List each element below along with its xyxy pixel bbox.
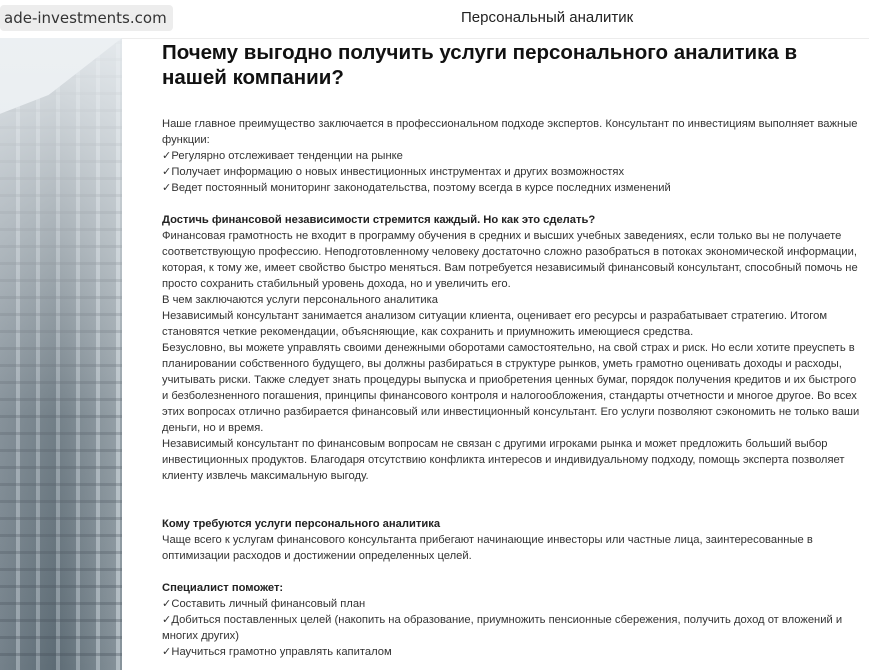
section-heading-specialist-helps: Специалист поможет: [162, 582, 284, 594]
fog-overlay [0, 38, 122, 670]
help-item: ✓Научиться грамотно управлять капиталом [162, 646, 392, 658]
browser-top-bar [0, 0, 869, 39]
paragraph-literacy: Финансовая грамотность не входит в программу обучения в средних и высших учебных заведениях, если только вы не получаете соответствующую профессию. Неподготовленному человеку достаточно сложно разобраться в потоках экономической информации, которая, к тому же, имеет свойство быстро меняться. Вам потребуется независимый финансовый консультант, способный помочь не просто сохранить стабильный уровень дохода, но и увеличить его. [162, 230, 858, 290]
help-item: ✓Добиться поставленных целей (накопить на образование, приумножить пенсионные сбережения, получить доход от вложений и многих других) [162, 614, 843, 642]
article-headline: Почему выгодно получить услуги персонального аналитика в нашей компании? [162, 41, 798, 89]
paragraph-independent-consultant: Независимый консультант по финансовым вопросам не связан с другими игроками рынка и может предложить больший выбор инвестиционных продуктов. Благодаря отсутствию конфликта интересов и индивидуальному подходу, помощь эксперта позволяет клиенту извлечь максимальную выгоду. [162, 438, 845, 482]
function-item: ✓Ведет постоянный мониторинг законодательства, поэтому всегда в курсе последних изменений [162, 182, 671, 194]
section-heading-independence: Достичь финансовой независимости стремится каждый. Но как это сделать? [162, 214, 596, 226]
url-field[interactable]: ade-investments.com [0, 5, 173, 31]
section-heading-who-needs: Кому требуются услуги персонального аналитика [162, 518, 441, 530]
page-tab-title: Персональный аналитик [461, 9, 634, 26]
skyscraper-image [0, 38, 122, 670]
paragraph-services-question: В чем заключаются услуги персонального аналитика [162, 294, 438, 306]
help-item: ✓Составить личный финансовый план [162, 598, 366, 610]
function-item: ✓Получает информацию о новых инвестиционных инструментах и других возможностях [162, 166, 625, 178]
article-content [162, 40, 860, 660]
function-item: ✓Регулярно отслеживает тенденции на рынке [162, 150, 403, 162]
paragraph-analysis: Независимый консультант занимается анализом ситуации клиента, оценивает его ресурсы и разрабатывает стратегию. Итогом становятся четкие рекомендации, объясняющие, как сохранить и приумножить имеющиеся средства. [162, 310, 828, 338]
paragraph-self-management: Безусловно, вы можете управлять своими денежными оборотами самостоятельно, на свой страх и риск. Но если хотите преуспеть в планировании собственного будущего, вы должны разбираться в структуре рынков, уметь грамотно оценивать доходы и расходы, учитывать риски. Также следует знать процедуры выпуска и приобретения ценных бумаг, порядок получения кредитов и их быстрого и безболезненного погашения, принципы финансового контроля и налогообложения, стандарты отчетности и многое другое. Во всех этих вопросах отлично разбирается финансовый или инвестиционный консультант. Его услуги позволяют сэкономить не только ваши деньги, но и время. [162, 342, 860, 434]
paragraph-who-needs: Чаще всего к услугам финансового консультанта прибегают начинающие инвесторы или частные лица, заинтересованные в оптимизации расходов и достижении определенных целей. [162, 534, 813, 562]
intro-paragraph: Наше главное преимущество заключается в профессиональном подходе экспертов. Консультант по инвестициям выполняет важные функции: [162, 118, 858, 146]
